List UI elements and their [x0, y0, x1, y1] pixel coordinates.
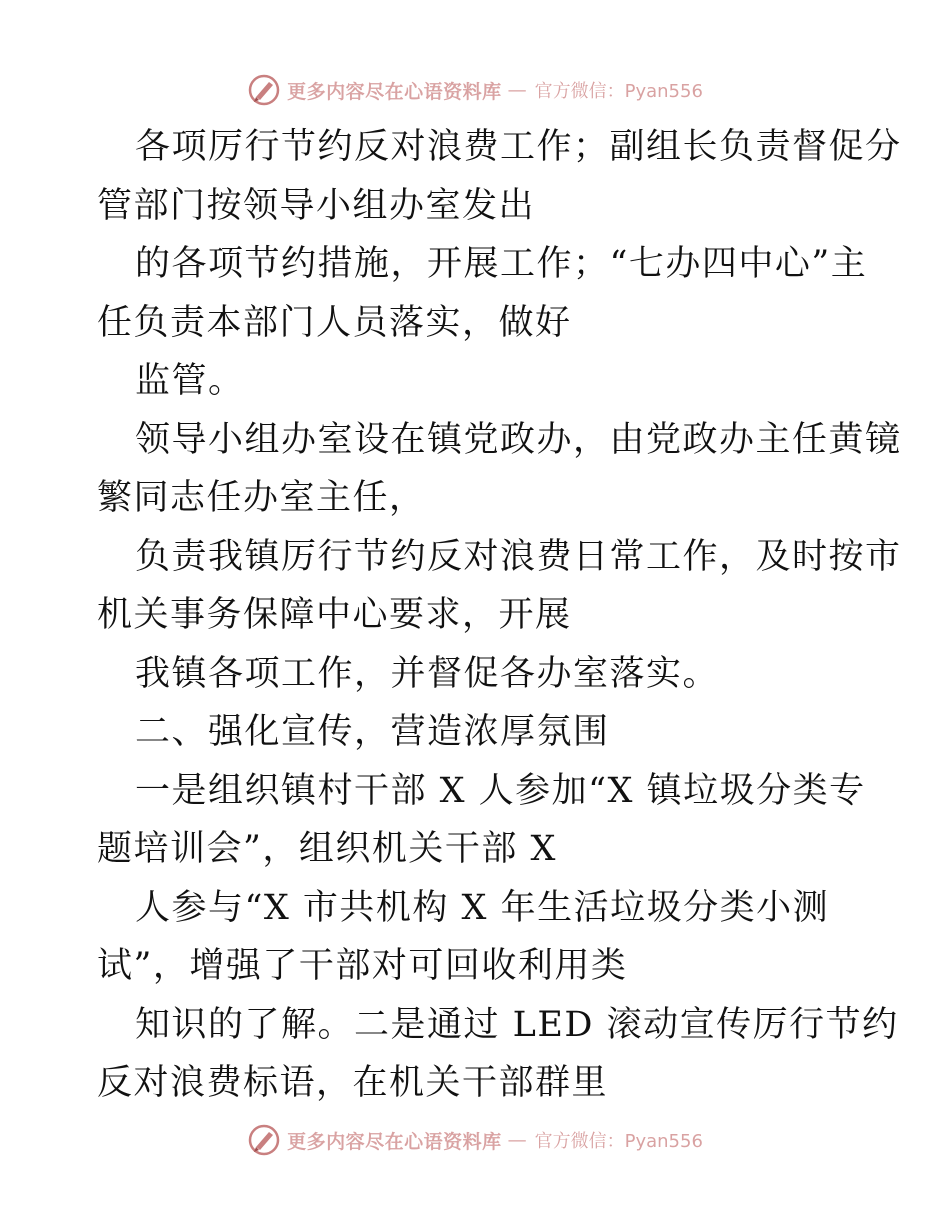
text-line: 各项厉行节约反对浪费工作；副组长负责督促分 — [135, 127, 902, 167]
text-line: 知识的了解。二是通过 LED 滚动宣传厉行节约 — [135, 1004, 899, 1045]
text-line: 领导小组办室设在镇党政办，由党政办主任黄镜 — [135, 419, 902, 460]
text-line: 监管。 — [135, 361, 245, 401]
watermark-text: 更多内容尽在心语资料库 — [287, 80, 502, 103]
watermark-text: 更多内容尽在心语资料库 — [287, 1130, 502, 1153]
watermark-contact: 官方微信：Pyan556 — [534, 1131, 703, 1152]
text-line: 一是组织镇村干部 X 人参加“X 镇垃圾分类专 — [135, 770, 866, 811]
document-body — [97, 118, 902, 1113]
text-line: 我镇各项工作，并督促各办室落实。 — [135, 653, 720, 694]
text-line: 二、强化宣传，营造浓厚氛围 — [135, 712, 610, 752]
pen-logo-icon — [247, 73, 281, 107]
watermark-dash: — — [507, 79, 527, 101]
footer-watermark — [0, 1120, 950, 1160]
text-line: 机关事务保障中心要求，开展 — [97, 595, 572, 635]
header-watermark — [0, 70, 950, 110]
watermark-contact: 官方微信：Pyan556 — [534, 81, 703, 102]
text-line: 繁同志任办室主任， — [97, 478, 426, 518]
text-line: 任负责本部门人员落实，做好 — [97, 302, 572, 343]
text-line: 人参与“X 市共机构 X 年生活垃圾分类小测 — [135, 887, 830, 928]
text-line: 负责我镇厉行节约反对浪费日常工作，及时按市 — [135, 536, 902, 577]
text-line: 题培训会”，组织机关干部 X — [97, 829, 557, 869]
pen-logo-icon — [247, 1123, 281, 1157]
text-line: 试”，增强了干部对可回收利用类 — [97, 946, 628, 986]
text-line: 的各项节约措施，开展工作；“七办四中心”主 — [135, 244, 868, 284]
text-line: 管部门按领导小组办室发出 — [97, 185, 536, 226]
watermark-dash: — — [507, 1129, 527, 1151]
text-line: 反对浪费标语，在机关干部群里 — [97, 1063, 609, 1103]
